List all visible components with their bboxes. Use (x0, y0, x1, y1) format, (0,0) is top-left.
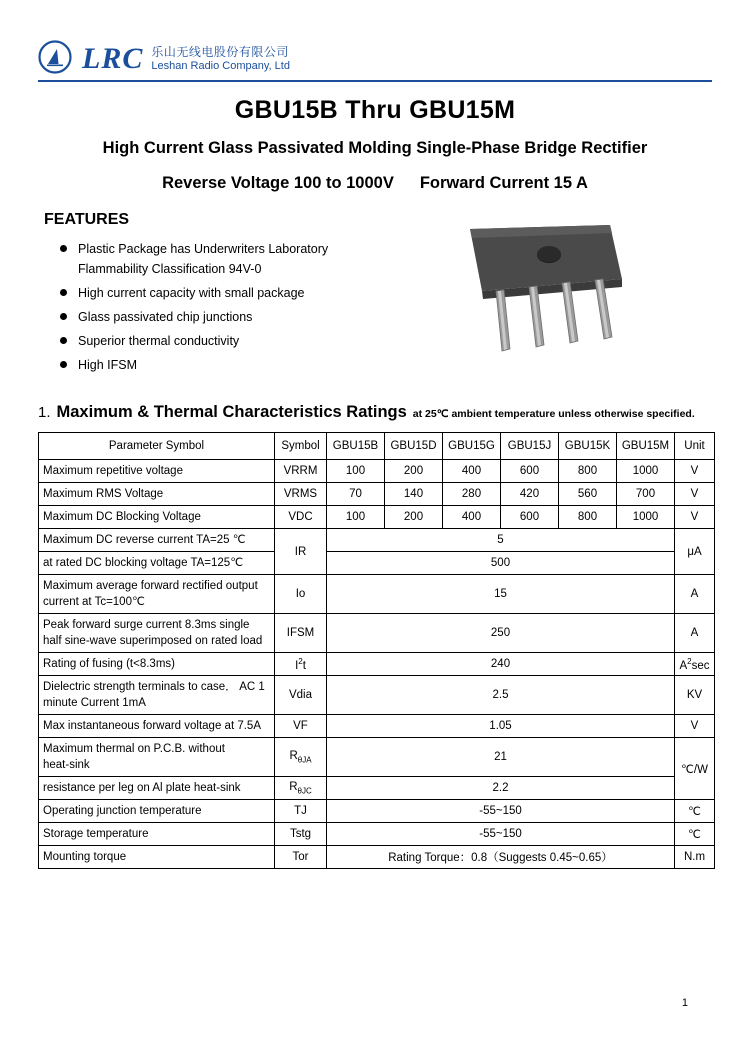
cell-symbol: $R_{\theta JC}$ (275, 777, 327, 800)
cell-parameter (39, 614, 275, 653)
cell-parameter: Maximum repetitive voltage (39, 460, 275, 483)
table-row (39, 738, 715, 777)
logo-wordmark: LRC (82, 42, 144, 75)
cell-value: 700 (617, 483, 675, 506)
lrc-logo-icon (38, 40, 72, 74)
cell-value: 100 (327, 460, 385, 483)
column-header-unit: Unit (675, 433, 715, 460)
cell-symbol: VRRM (275, 460, 327, 483)
cell-parameter-line2: heat-sink (43, 759, 90, 771)
cell-value: 200 (385, 506, 443, 529)
cell-parameter-line1: Maximum average forward rectified output (43, 580, 258, 592)
cell-parameter: Mounting torque (39, 846, 275, 869)
cell-parameter (39, 738, 275, 777)
cell-symbol: VRMS (275, 483, 327, 506)
bullet-icon (60, 289, 67, 296)
cell-parameter: at rated DC blocking voltage TA=125℃ (39, 552, 275, 575)
section-title: Maximum & Thermal Characteristics Ratings (56, 403, 407, 421)
feature-text: Superior thermal conductivity (78, 334, 240, 348)
cell-unit: V (675, 460, 715, 483)
column-header-gbu15d: GBU15D (385, 433, 443, 460)
bullet-icon (60, 313, 67, 320)
column-header-parameter: Parameter Symbol (39, 433, 275, 460)
section-number: 1. (38, 404, 51, 421)
cell-value: 400 (443, 506, 501, 529)
cell-parameter (39, 575, 275, 614)
cell-value: 2.2 (327, 777, 675, 800)
table-row (39, 529, 715, 552)
cell-value: Rating Torque：0.8（Suggests 0.45~0.65） (327, 846, 675, 869)
cell-unit: $A^2\sec$ (675, 653, 715, 676)
feature-text: Plastic Package has Underwriters Laboratory (78, 242, 329, 256)
bullet-icon (60, 337, 67, 344)
cell-value: 140 (385, 483, 443, 506)
cell-value: 400 (443, 460, 501, 483)
table-row (39, 552, 715, 575)
list-item (78, 307, 478, 327)
cell-symbol: TJ (275, 800, 327, 823)
feature-text: High IFSM (78, 358, 138, 372)
section-heading (38, 403, 712, 422)
cell-symbol: IFSM (275, 614, 327, 653)
cell-value: 560 (559, 483, 617, 506)
table-row (39, 614, 715, 653)
feature-text-second-line: Flammability Classification 94V-0 (78, 262, 262, 276)
cell-value: 500 (327, 552, 675, 575)
cell-unit: A (675, 614, 715, 653)
forward-current-label: Forward Current 15 A (419, 174, 588, 192)
column-header-gbu15g: GBU15G (443, 433, 501, 460)
cell-unit: μA (675, 529, 715, 575)
cell-value: 800 (559, 460, 617, 483)
page-ratings-line (38, 174, 712, 193)
cell-value: 600 (501, 506, 559, 529)
feature-text: High current capacity with small package (78, 286, 305, 300)
cell-parameter-line1: Peak forward surge current 8.3ms single (43, 619, 250, 631)
cell-symbol: $I^2t$ (275, 653, 327, 676)
cell-value: 5 (327, 529, 675, 552)
table-row (39, 676, 715, 715)
cell-value: 15 (327, 575, 675, 614)
cell-parameter-line2: half sine-wave superimposed on rated load (43, 635, 263, 647)
column-header-gbu15b: GBU15B (327, 433, 385, 460)
list-item (78, 283, 478, 303)
table-row (39, 715, 715, 738)
cell-unit: N.m (675, 846, 715, 869)
table-header-row (39, 433, 715, 460)
column-header-gbu15k: GBU15K (559, 433, 617, 460)
cell-value: -55~150 (327, 800, 675, 823)
page-title: GBU15B Thru GBU15M (234, 96, 516, 124)
cell-value: 280 (443, 483, 501, 506)
column-header-symbol: Symbol (275, 433, 327, 460)
cell-unit: ℃ (675, 800, 715, 823)
page-number: 1 (681, 997, 688, 1009)
features-section (38, 211, 712, 381)
cell-unit: A (675, 575, 715, 614)
cell-symbol: Io (275, 575, 327, 614)
cell-value: 100 (327, 506, 385, 529)
cell-parameter: Maximum DC reverse current TA=25 ℃ (39, 529, 275, 552)
cell-value: 200 (385, 460, 443, 483)
cell-value: 600 (501, 460, 559, 483)
bullet-icon (60, 361, 67, 368)
reverse-voltage-label: Reverse Voltage 100 to 1000V (162, 174, 394, 192)
cell-parameter: resistance per leg on Al plate heat-sink (39, 777, 275, 800)
cell-parameter-line2: minute Current 1mA (43, 697, 146, 709)
cell-value: -55~150 (327, 823, 675, 846)
cell-unit: V (675, 483, 715, 506)
cell-value: 420 (501, 483, 559, 506)
cell-symbol: Tstg (275, 823, 327, 846)
list-item (78, 331, 478, 351)
cell-value: 1000 (617, 506, 675, 529)
cell-symbol: Tor (275, 846, 327, 869)
cell-symbol: VF (275, 715, 327, 738)
cell-unit: ℃/W (675, 738, 715, 800)
cell-symbol: $R_{\theta JA}$ (275, 738, 327, 777)
cell-symbol: VDC (275, 506, 327, 529)
column-header-gbu15j: GBU15J (501, 433, 559, 460)
cell-value: 250 (327, 614, 675, 653)
cell-unit: V (675, 506, 715, 529)
cell-parameter: Operating junction temperature (39, 800, 275, 823)
list-item (78, 239, 478, 279)
cell-value: 1.05 (327, 715, 675, 738)
table-row (39, 483, 715, 506)
cell-parameter: Maximum DC Blocking Voltage (39, 506, 275, 529)
table-row (39, 846, 715, 869)
package-photo (452, 221, 652, 366)
feature-text: Glass passivated chip junctions (78, 310, 253, 324)
table-row (39, 823, 715, 846)
table-row (39, 800, 715, 823)
cell-unit: V (675, 715, 715, 738)
cell-unit: ℃ (675, 823, 715, 846)
table-row (39, 575, 715, 614)
cell-parameter-line1: Dielectric strength terminals to case． AC 1 (43, 681, 265, 693)
table-row (39, 777, 715, 800)
cell-value: 800 (559, 506, 617, 529)
cell-value: 240 (327, 653, 675, 676)
page-header (38, 0, 712, 82)
table-row (39, 653, 715, 676)
cell-symbol: IR (275, 529, 327, 575)
company-identity (82, 44, 290, 74)
cell-symbol: Vdia (275, 676, 327, 715)
page-subtitle: High Current Glass Passivated Molding Single-Phase Bridge Rectifier (102, 139, 648, 157)
cell-parameter: Storage temperature (39, 823, 275, 846)
cell-value: 1000 (617, 460, 675, 483)
cell-parameter-line1: Maximum thermal on P.C.B. without (43, 743, 225, 755)
cell-parameter (39, 676, 275, 715)
company-name-cn: 乐山无线电股份有限公司 (151, 45, 289, 60)
cell-value: 70 (327, 483, 385, 506)
table-row (39, 506, 715, 529)
cell-parameter: Maximum RMS Voltage (39, 483, 275, 506)
list-item (78, 355, 478, 375)
features-heading: FEATURES (44, 211, 130, 228)
features-list (38, 239, 478, 375)
bullet-icon (60, 245, 67, 252)
cell-parameter: Rating of fusing (t<8.3ms) (39, 653, 275, 676)
section-note: at 25℃ ambient temperature unless otherwise specified. (412, 408, 695, 420)
cell-value: 21 (327, 738, 675, 777)
column-header-gbu15m: GBU15M (617, 433, 675, 460)
specifications-table (38, 432, 715, 869)
table-row (39, 460, 715, 483)
cell-value: 2.5 (327, 676, 675, 715)
cell-unit: KV (675, 676, 715, 715)
cell-parameter-line2: current at Tc=100℃ (43, 596, 145, 608)
company-name-en: Leshan Radio Company, Ltd (151, 60, 290, 73)
cell-parameter: Max instantaneous forward voltage at 7.5A (39, 715, 275, 738)
